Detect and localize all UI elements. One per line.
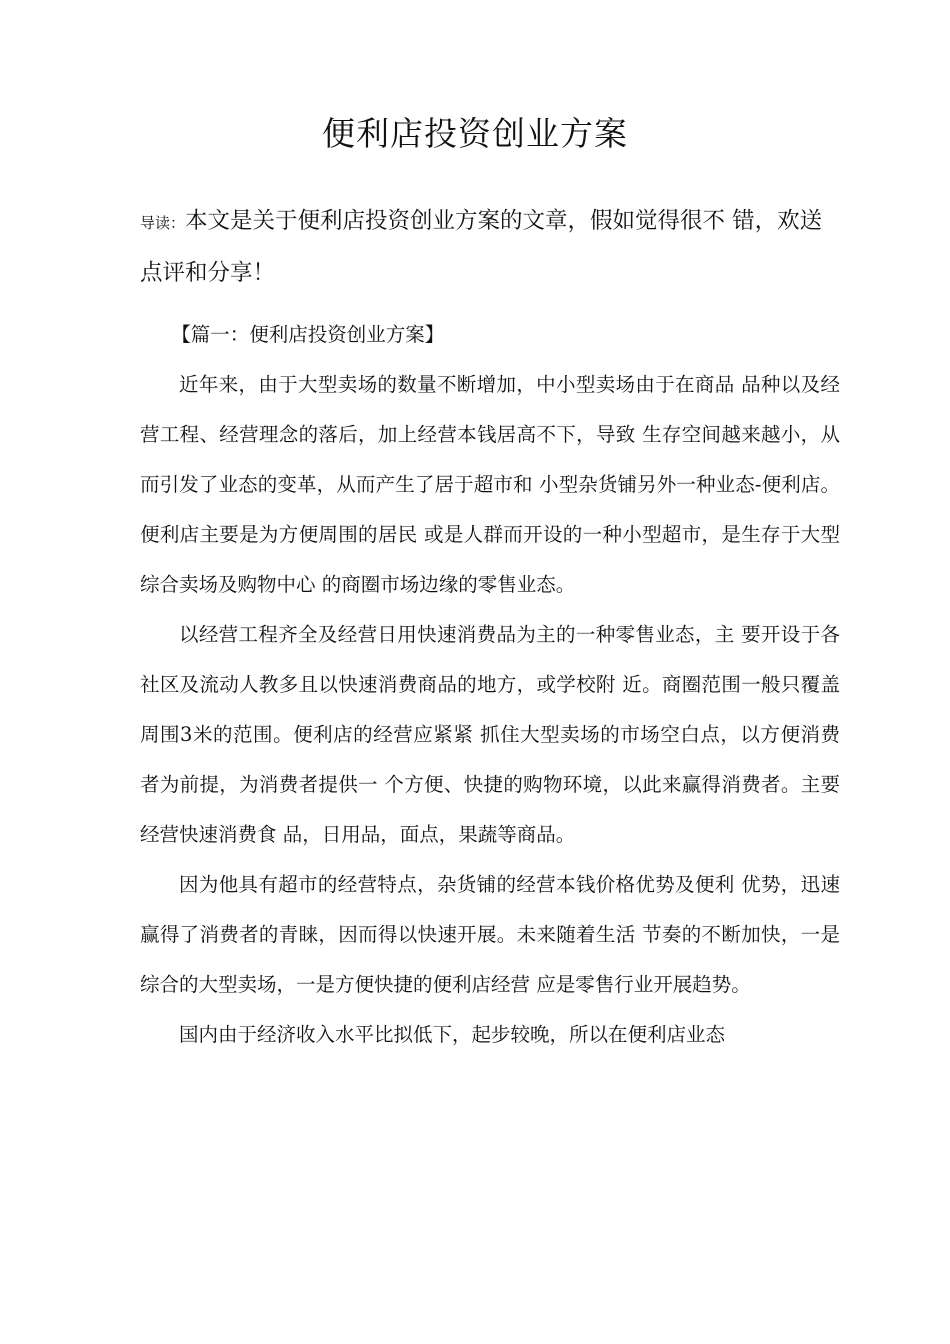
body-paragraph-4: 国内由于经济收入水平比拟低下，起步较晚，所以在便利店业态 xyxy=(179,1023,726,1046)
body-paragraph-3: 因为他具有超市的经营特点，杂货铺的经营本钱价格优势及便利 优势，迅速赢得了消费者的青睐，因而得以快速开展。未来随着生活 节奏的不断加快，一是综合的大型卖场，一是方便快捷的便利店经营 应是零售行业开展趋势。 xyxy=(140,873,840,996)
intro-text: 本文是关于便利店投资创业方案的文章，假如觉得很不 错，欢送点评和分享！ xyxy=(140,208,823,286)
document-title: 便利店投资创业方案 xyxy=(322,114,628,153)
section-heading: 【篇一：便利店投资创业方案】 xyxy=(171,323,445,346)
body-paragraph-2: 以经营工程齐全及经营日用快速消费品为主的一种零售业态，主 要开设于各社区及流动人教多且以快速消费商品的地方，或学校附 近。商圈范围一般只覆盖周围3米的范围。便利店的经营应紧紧 抓住大型卖场的市场空白点，以方便消费者为前提，为消费者提供一 个方便、快捷的购物环境，以此来赢得消费者。主要经营快速消费食 品，日用品，面点，果蔬等商品。 xyxy=(140,623,840,846)
intro-lead-label: 导读： xyxy=(140,214,186,232)
intro-paragraph xyxy=(140,196,840,298)
document-body xyxy=(140,310,840,1060)
body-paragraph-1: 近年来，由于大型卖场的数量不断增加，中小型卖场由于在商品 品种以及经营工程、经营理念的落后，加上经营本钱居高不下，导致 生存空间越来越小，从而引发了业态的变革，从而产生了居于超市和 小型杂货铺另外一种业态-便利店。便利店主要是为方便周围的居民 或是人群而开设的一种小型超市，是生存于大型综合卖场及购物中心 的商圈市场边缘的零售业态。 xyxy=(140,373,840,596)
